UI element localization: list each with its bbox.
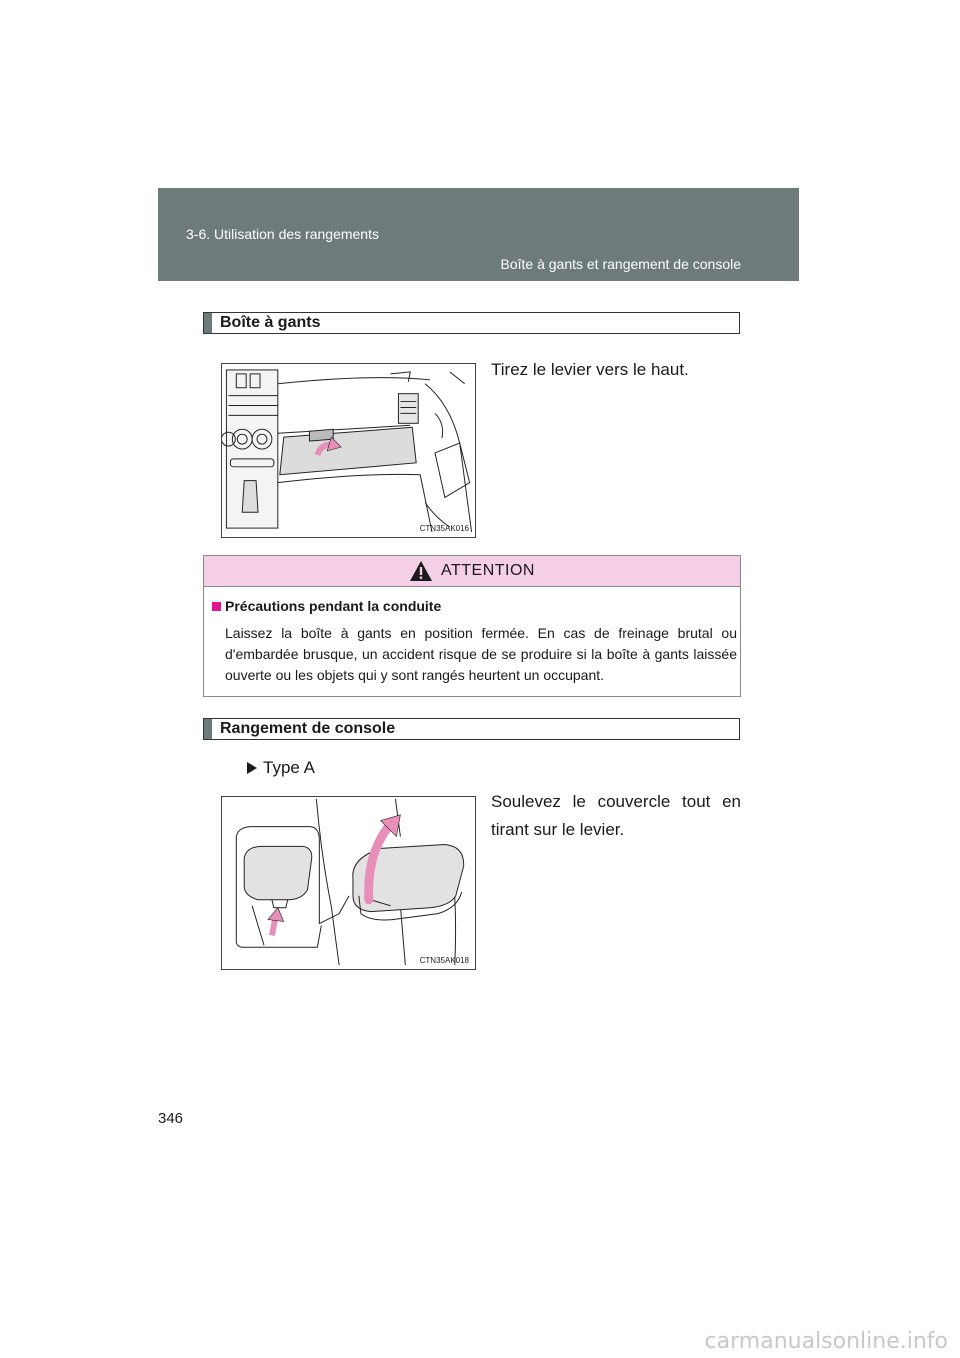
- type-a-text: Type A: [263, 758, 315, 777]
- attention-subtitle-text: Précautions pendant la conduite: [225, 598, 442, 614]
- type-a-label: [247, 758, 315, 778]
- attention-subtitle: [212, 598, 441, 614]
- glovebox-heading-text: Boîte à gants: [220, 314, 321, 331]
- page-number: 346: [158, 1110, 184, 1127]
- attention-box: [203, 555, 741, 697]
- glovebox-figure-code: CTN35AK016: [419, 524, 469, 533]
- heading-bar: [204, 313, 212, 333]
- attention-header: [204, 556, 740, 587]
- triangle-bullet-icon: [247, 762, 257, 774]
- console-illustration: [222, 797, 475, 969]
- watermark: carmanualsonline.info: [704, 1329, 948, 1354]
- console-heading: [203, 718, 740, 740]
- heading-bar: [204, 719, 212, 739]
- glovebox-heading: [203, 312, 740, 334]
- attention-label: ATTENTION: [441, 562, 535, 579]
- section-title: Boîte à gants et rangement de console: [500, 256, 741, 272]
- console-heading-text: Rangement de console: [220, 720, 396, 737]
- attention-body: Laissez la boîte à gants en position fermée. En cas de freinage brutal ou d'embardée brusque, un accident risque de se produire si la boîte à gants laissée ouverte ou les objets qui y sont rangés heurtent un occupant.: [225, 625, 737, 683]
- page-header: [158, 188, 799, 281]
- console-figure-code: CTN35AK018: [419, 956, 469, 965]
- glovebox-figure: [221, 363, 476, 538]
- chapter-title: 3-6. Utilisation des rangements: [186, 226, 379, 242]
- glovebox-illustration: [222, 364, 475, 537]
- console-figure: [221, 796, 476, 970]
- bullet-square-icon: [212, 602, 221, 611]
- console-instruction: Soulevez le couvercle tout en tirant sur le levier.: [491, 792, 741, 839]
- warning-icon: [409, 560, 433, 582]
- glovebox-instruction: Tirez le levier vers le haut.: [491, 360, 689, 379]
